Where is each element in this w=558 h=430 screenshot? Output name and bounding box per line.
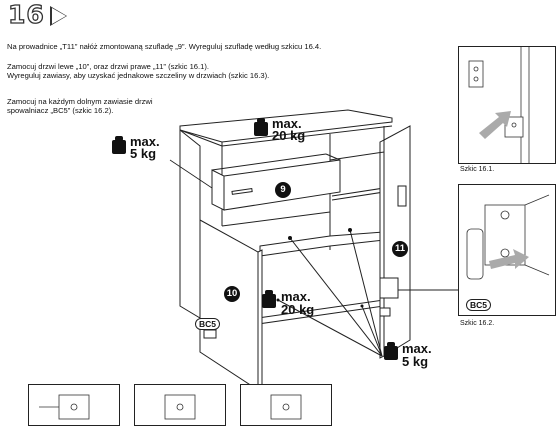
instruction-line-5: spowalniacz „BC5” (szkic 16.2). [7,106,114,115]
sketch-16-2-caption: Szkic 16.2. [460,320,495,327]
damper-label: BC5 [195,318,220,330]
part-badge-door-left: 10 [224,286,240,302]
sketch-16-2-frame [458,184,556,316]
weight-small-value: 5 kg [402,354,429,369]
sketch-bottom-1 [28,384,120,426]
sketch-damper-label: BC5 [466,299,491,311]
sketch-bottom-2 [134,384,226,426]
weight-drawer-max: max. [130,134,160,149]
sketch-16-1-frame [458,46,556,164]
weight-shelf-max: max. [281,289,311,304]
hinge-adjust-icon-3 [241,385,331,425]
sketch-16-1-caption: Szkic 16.1. [460,166,495,173]
instruction-line-2: Zamocuj drzwi lewe „10”, oraz drzwi prawe „11” (szkic 16.1). [7,62,209,71]
weight-drawer-value: 5 kg [130,146,157,161]
instruction-line-4: Zamocuj na każdym dolnym zawiasie drzwi [7,97,153,106]
hinge-adjust-icon-2 [135,385,225,425]
hinge-adjust-icon [29,385,119,425]
instruction-line-3: Wyreguluj zawiasy, aby uzyskać jednakowe szczeliny w drzwiach (szkic 16.3). [7,71,270,80]
weight-shelf-value: 20 kg [281,302,315,317]
instruction-line-1: Na prowadnice „T11” nałóż zmontowaną szufladę „9”. Wyreguluj szufladę według szkicu 16.4. [7,42,322,51]
part-badge-door-right: 11 [392,241,408,257]
damper-detail-icon [459,185,555,315]
weight-top-value: 20 kg [272,128,306,143]
step-number: 16 [8,0,45,29]
part-badge-drawer: 9 [275,182,291,198]
weight-small-max: max. [402,341,432,356]
sketch-bottom-3 [240,384,332,426]
hinge-detail-icon [459,47,555,163]
weight-top-max: max. [272,116,302,131]
